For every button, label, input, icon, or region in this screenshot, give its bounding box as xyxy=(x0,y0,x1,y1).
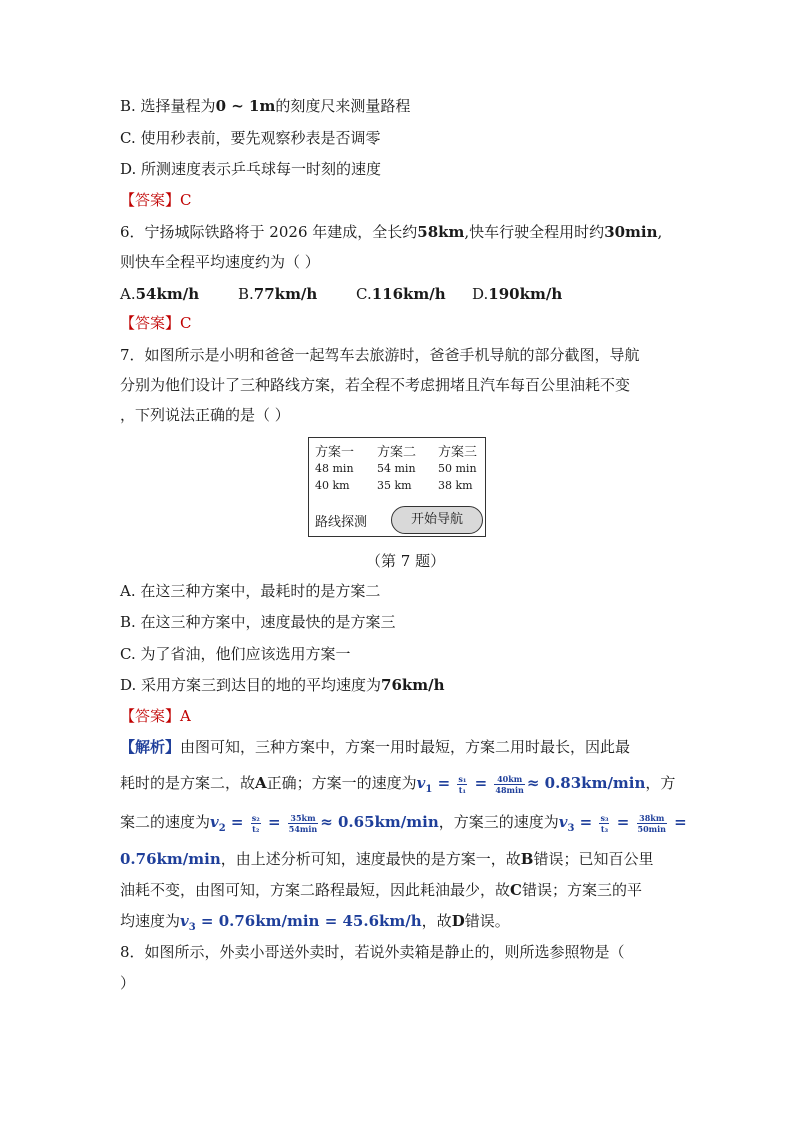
q8-stem-line1: 8．如图所示，外卖小哥送外卖时，若说外卖箱是静止的，则所选参照物是（ xyxy=(120,943,625,961)
q7-stem-line2: 分别为他们设计了三种路线方案，若全程不考虑拥堵且汽车每百公里油耗不变 xyxy=(120,376,631,394)
q6-option-a xyxy=(120,284,238,304)
frac-den: 50min xyxy=(637,823,666,834)
q5-answer xyxy=(120,190,192,210)
q6-answer xyxy=(120,313,192,333)
q5-option-c: C. 使用秒表前，要先观察秒表是否调零 xyxy=(120,129,381,147)
frac-num: 38km xyxy=(637,813,667,824)
velocity-symbol: v xyxy=(210,813,219,831)
q7-option-b: B. 在这三种方案中，速度最快的是方案三 xyxy=(120,613,396,631)
q7-stem-line3: ，下列说法正确的是（ ） xyxy=(120,406,290,424)
analysis-text: 案二的速度为 xyxy=(120,813,211,831)
answer-value: A xyxy=(180,707,191,725)
q6-text: 6．宁扬城际铁路将于 2026 年建成，全长约 xyxy=(120,223,418,241)
frac-den: 48min xyxy=(495,784,524,795)
velocity-subscript: 3 xyxy=(188,922,196,933)
fraction-values xyxy=(288,813,318,834)
q6-time: 30min xyxy=(604,223,658,241)
option-value: 77km/h xyxy=(253,285,318,303)
velocity-symbol: v xyxy=(180,912,189,930)
option-ref: B xyxy=(520,850,534,868)
analysis-text: ，方案三的速度为 xyxy=(438,813,559,831)
route-probe-label: 路线探测 xyxy=(315,515,368,530)
q7-stem-line1: 7．如图所示是小明和爸爸一起驾车去旅游时，爸爸手机导航的部分截图，导航 xyxy=(120,346,640,364)
plan-1-distance: 40 km xyxy=(315,479,350,492)
plan-1-time: 48 min xyxy=(315,462,354,475)
analysis-text: 油耗不变，由图可知，方案二路程最短，因此耗油最少，故 xyxy=(120,881,511,899)
option-ref: D xyxy=(451,912,465,930)
q6-comma: , xyxy=(657,223,663,241)
analysis-text: ，由上述分析可知，速度最快的是方案一，故 xyxy=(220,850,521,868)
analysis-text: 耗时的是方案二，故 xyxy=(120,774,256,792)
option-letter: D. xyxy=(472,285,489,303)
option-value: 116km/h xyxy=(371,285,446,303)
q6-stem-line2: 则快车全程平均速度约为（ ） xyxy=(120,253,320,271)
plan-3-time: 50 min xyxy=(438,462,477,475)
analysis-line6 xyxy=(120,911,510,938)
velocity-subscript: 3 xyxy=(567,823,575,834)
velocity-symbol: v xyxy=(416,774,426,792)
option-value: 190km/h xyxy=(488,285,563,303)
frac-den: t₂ xyxy=(252,823,260,834)
fraction-s-over-t xyxy=(599,813,609,834)
analysis-text: 正确；方案一的速度为 xyxy=(266,774,417,792)
frac-num: s₂ xyxy=(251,812,260,823)
option-letter: B. xyxy=(238,285,254,303)
fraction-values xyxy=(637,813,667,834)
answer-tag: 【答案】 xyxy=(120,314,181,332)
analysis-line1 xyxy=(120,737,630,757)
option-letter: C. xyxy=(356,285,372,303)
fraction-s-over-t xyxy=(251,813,261,834)
analysis-line5 xyxy=(120,880,642,900)
q7-option-d-value: 76km/h xyxy=(381,676,445,694)
q7-option-a: A. 在这三种方案中，最耗时的是方案二 xyxy=(120,582,381,600)
frac-den: t₃ xyxy=(600,823,609,834)
frac-num: 40km xyxy=(494,774,524,785)
q5-option-b-range: 0 ~ 1m xyxy=(215,97,276,115)
q7-option-c: C. 为了省油，他们应该选用方案一 xyxy=(120,645,351,663)
velocity-result: = 0.76km/min = 45.6km/h xyxy=(195,912,422,930)
plan-2-label: 方案二 xyxy=(377,445,417,460)
frac-den: t₁ xyxy=(458,784,466,795)
q6-options xyxy=(120,284,562,304)
q6-text-2: ,快车行驶全程用时约 xyxy=(464,223,605,241)
answer-tag: 【答案】 xyxy=(120,191,181,209)
frac-den: 54min xyxy=(288,823,318,834)
plan-2-time: 54 min xyxy=(377,462,416,475)
analysis-line3: 案二的速度为$v_2$ = $\frac{\text{s₂}}{\text{t₂}}$ = $\frac{35km}{54\min}$ ≈ 0.65km/min，方案三的速度为$v_3$ = $\frac{\text{s₃}}{\text{t₃}}$ = $\frac{38km}{50\min}$ = xyxy=(120,812,687,834)
q5-option-b-text: B. 选择量程为 xyxy=(120,97,216,115)
analysis-tag: 【解析】 xyxy=(120,738,181,756)
q7-option-d xyxy=(120,675,445,695)
q8-stem-line2: ） xyxy=(120,974,136,992)
q5-option-b-tail: 的刻度尺来测量路程 xyxy=(275,97,411,115)
option-letter: A. xyxy=(120,285,136,303)
analysis-text: ，故 xyxy=(421,912,452,930)
fraction-s-over-t xyxy=(457,774,467,795)
analysis-text: 均速度为 xyxy=(120,912,181,930)
frac-num: 35km xyxy=(288,813,318,824)
velocity-result: 0.76km/min xyxy=(120,850,221,868)
q6-option-d xyxy=(472,284,562,304)
navigation-screenshot-figure xyxy=(308,437,486,537)
option-value: 54km/h xyxy=(135,285,200,303)
frac-num: s₁ xyxy=(458,773,467,784)
analysis-text: 错误。 xyxy=(464,912,510,930)
fraction-values xyxy=(494,774,524,795)
q6-option-c xyxy=(356,284,472,304)
velocity-subscript: 2 xyxy=(218,823,226,834)
analysis-line4 xyxy=(120,849,653,869)
q6-stem-line1 xyxy=(120,222,662,242)
q6-length: 58km xyxy=(417,223,465,241)
answer-value: C xyxy=(180,191,192,209)
answer-value: C xyxy=(180,314,192,332)
q5-option-b xyxy=(120,96,410,116)
plan-2-distance: 35 km xyxy=(377,479,412,492)
option-ref: A xyxy=(255,774,267,792)
start-navigation-button: 开始导航 xyxy=(391,506,483,534)
option-ref: C xyxy=(510,881,522,899)
q5-option-d: D. 所测速度表示乒乓球每一时刻的速度 xyxy=(120,160,382,178)
analysis-text: ，方 xyxy=(645,774,676,792)
velocity-subscript: 1 xyxy=(425,784,433,795)
q7-answer xyxy=(120,706,191,726)
analysis-line2: 耗时的是方案二，故A正确；方案一的速度为$v_1$ = $\frac{\text{s₁}}{\text{t₁}}$ = $\frac{40km}{48\min}$ ≈ 0.83km/min，方 xyxy=(120,773,676,795)
q6-option-b xyxy=(238,284,356,304)
frac-num: s₃ xyxy=(600,812,609,823)
figure-caption: （第 7 题） xyxy=(366,552,446,570)
velocity-result: ≈ 0.65km/min xyxy=(320,813,439,831)
plan-3-distance: 38 km xyxy=(438,479,473,492)
analysis-text: 错误；已知百公里 xyxy=(533,850,654,868)
analysis-text: 由图可知，三种方案中，方案一用时最短，方案二用时最长，因此最 xyxy=(180,738,631,756)
plan-3-label: 方案三 xyxy=(438,445,478,460)
plan-1-label: 方案一 xyxy=(315,445,355,460)
q7-option-d-text: D. 采用方案三到达目的地的平均速度为 xyxy=(120,676,382,694)
velocity-result: ≈ 0.83km/min xyxy=(526,774,646,792)
answer-tag: 【答案】 xyxy=(120,707,181,725)
velocity-symbol: v xyxy=(558,813,568,831)
analysis-text: 错误；方案三的平 xyxy=(521,881,642,899)
